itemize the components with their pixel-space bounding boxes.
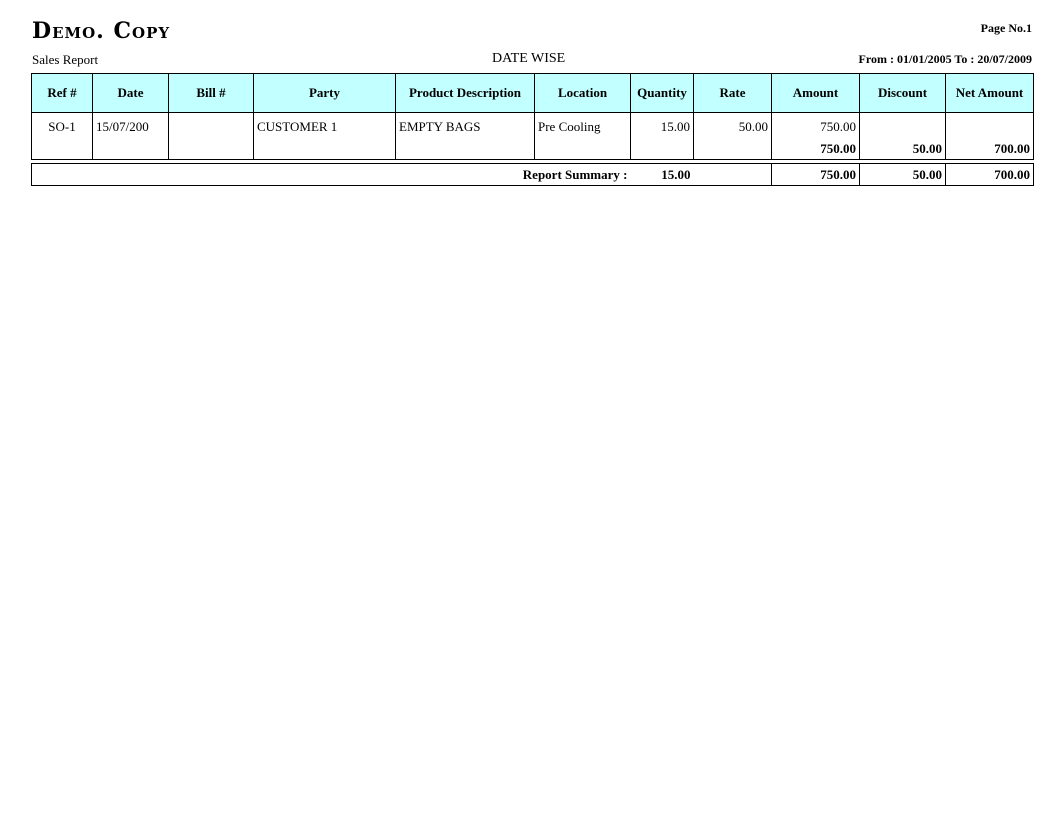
summary-quantity: 15.00 <box>631 164 694 186</box>
company-name: Demo. Copy <box>32 18 171 44</box>
col-header-quantity: Quantity <box>631 74 694 113</box>
cell-bill <box>169 113 254 140</box>
summary-net-amount: 700.00 <box>946 164 1034 186</box>
bill-total-amount: 750.00 <box>772 139 860 160</box>
page-number: Page No.1 <box>980 21 1032 35</box>
col-header-location: Location <box>535 74 631 113</box>
col-header-net-amount: Net Amount <box>946 74 1034 113</box>
col-header-discount: Discount <box>860 74 946 113</box>
col-header-date: Date <box>93 74 169 113</box>
table-header-row <box>32 74 1034 113</box>
bill-total-discount: 50.00 <box>860 139 946 160</box>
col-header-bill: Bill # <box>169 74 254 113</box>
cell-amount: 750.00 <box>772 113 860 140</box>
cell-ref: SO-1 <box>32 113 93 140</box>
cell-product: EMPTY BAGS <box>396 113 535 140</box>
cell-party: CUSTOMER 1 <box>254 113 396 140</box>
cell-location: Pre Cooling <box>535 113 631 140</box>
cell-date: 15/07/200 <box>93 113 169 140</box>
table-row <box>32 113 1034 140</box>
report-mode: DATE WISE <box>492 51 566 66</box>
bill-total-net-amount: 700.00 <box>946 139 1034 160</box>
cell-quantity: 15.00 <box>631 113 694 140</box>
col-header-product: Product Description <box>396 74 535 113</box>
cell-net-amount <box>946 113 1034 140</box>
bill-total-row <box>32 139 1034 160</box>
summary-label: Report Summary : <box>32 164 631 186</box>
cell-rate: 50.00 <box>694 113 772 140</box>
col-header-party: Party <box>254 74 396 113</box>
summary-row <box>32 164 1034 186</box>
date-range: From : 01/01/2005 To : 20/07/2009 <box>858 52 1032 66</box>
report-title: Sales Report <box>32 52 99 67</box>
cell-discount <box>860 113 946 140</box>
col-header-amount: Amount <box>772 74 860 113</box>
col-header-rate: Rate <box>694 74 772 113</box>
col-header-ref: Ref # <box>32 74 93 113</box>
sales-table <box>31 73 1034 160</box>
report-summary <box>31 163 1034 186</box>
summary-discount: 50.00 <box>860 164 946 186</box>
summary-amount: 750.00 <box>772 164 860 186</box>
